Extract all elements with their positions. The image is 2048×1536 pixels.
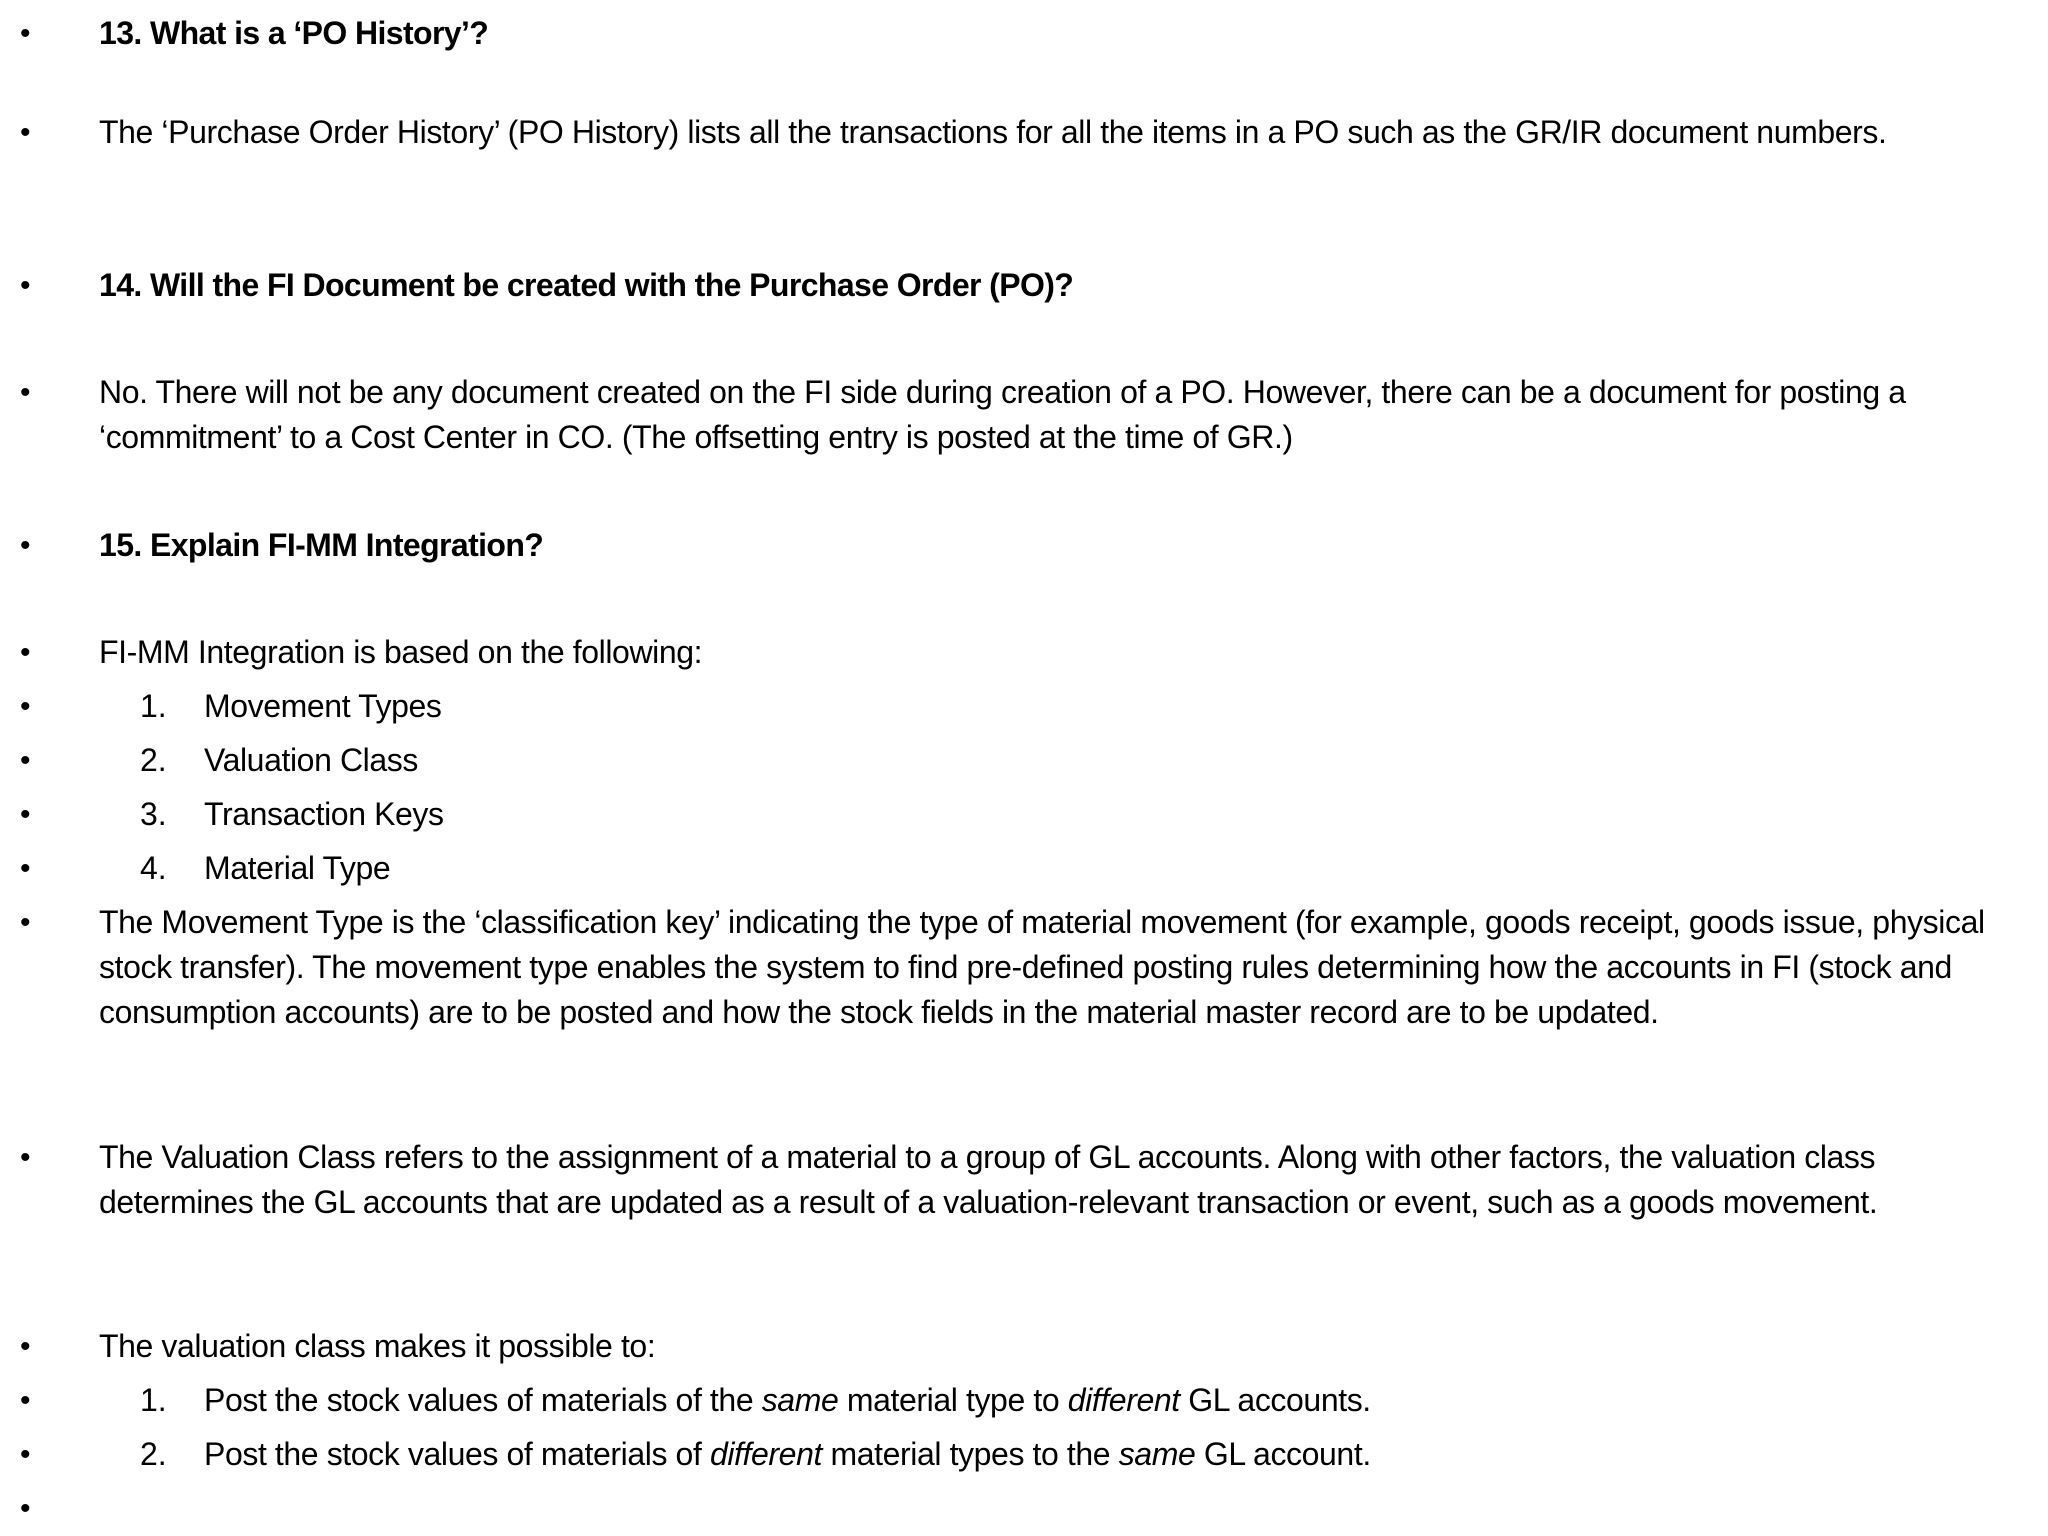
emphasis-text: same <box>1118 1436 1196 1472</box>
bullet-icon: • <box>20 376 31 409</box>
question-13-heading: 13. What is a ‘PO History’? <box>99 15 489 51</box>
list-item-number: 3. <box>140 796 167 832</box>
list-item-text: Transaction Keys <box>204 796 444 832</box>
list-item-text: Material Type <box>204 850 391 886</box>
answer-14-text: No. There will not be any document created on the FI side during creation of a PO. However, there can be a document for posting a ‘commitment’ to a Cost Center in CO. (The offsetting entry is posted at the time of GR.) <box>99 374 1906 455</box>
bullet-icon: • <box>20 906 31 939</box>
text-span: Post the stock values of materials of <box>204 1436 710 1472</box>
bullet-icon: • <box>20 1330 31 1363</box>
text-span: material type to <box>838 1382 1068 1418</box>
question-14-heading: 14. Will the FI Document be created with the Purchase Order (PO)? <box>99 267 1074 303</box>
valuation-class-paragraph: The Valuation Class refers to the assignment of a material to a group of GL accounts. Along with other factors, the valuation class determines the GL accounts that are updated as a result of a valuation-relevant transaction or event, such as a goods movement. <box>99 1139 1878 1220</box>
list-item-text <box>204 1432 2026 1477</box>
text-span: GL accounts. <box>1179 1382 1371 1418</box>
list-item-number: 2. <box>140 1436 167 1472</box>
list-item-number: 4. <box>140 850 167 886</box>
list-item-number: 2. <box>140 742 167 778</box>
bullet-icon: • <box>20 798 31 831</box>
valuation-intro-text: The valuation class makes it possible to: <box>99 1328 656 1364</box>
emphasis-text: different <box>709 1436 822 1472</box>
fi-mm-intro-text: FI-MM Integration is based on the following: <box>99 634 703 670</box>
bullet-icon: • <box>20 529 31 562</box>
list-item-number: 1. <box>140 688 167 724</box>
bullet-icon: • <box>20 116 31 149</box>
text-span: material types to the <box>821 1436 1119 1472</box>
list-item-text: Movement Types <box>204 688 442 724</box>
emphasis-text: different <box>1067 1382 1180 1418</box>
bullet-icon: • <box>20 636 31 669</box>
text-span: Post the stock values of materials of the <box>204 1382 762 1418</box>
emphasis-text: same <box>761 1382 839 1418</box>
bullet-icon: • <box>20 690 31 723</box>
bullet-icon: • <box>20 1141 31 1174</box>
list-item-text: Valuation Class <box>204 742 418 778</box>
answer-13-text: The ‘Purchase Order History’ (PO History) lists all the transactions for all the items in a PO such as the GR/IR document numbers. <box>99 114 1887 150</box>
list-item-number: 1. <box>140 1382 167 1418</box>
list-item-text <box>204 1378 2026 1423</box>
bullet-icon: • <box>20 17 31 50</box>
question-15-heading: 15. Explain FI-MM Integration? <box>99 527 544 563</box>
bullet-icon: • <box>20 269 31 302</box>
bullet-icon: • <box>20 1384 31 1417</box>
movement-type-paragraph: The Movement Type is the ‘classification key’ indicating the type of material movement (for example, goods receipt, goods issue, physical stock transfer). The movement type enables the system to find pre-defined posting rules determining how the accounts in FI (stock and consumption accounts) are to be posted and how the stock fields in the material master record are to be updated. <box>99 904 1985 1030</box>
bullet-icon: • <box>20 744 31 777</box>
bullet-icon: • <box>20 1438 31 1471</box>
bullet-icon: • <box>20 1492 31 1525</box>
text-span: GL account. <box>1195 1436 1371 1472</box>
bullet-icon: • <box>20 852 31 885</box>
